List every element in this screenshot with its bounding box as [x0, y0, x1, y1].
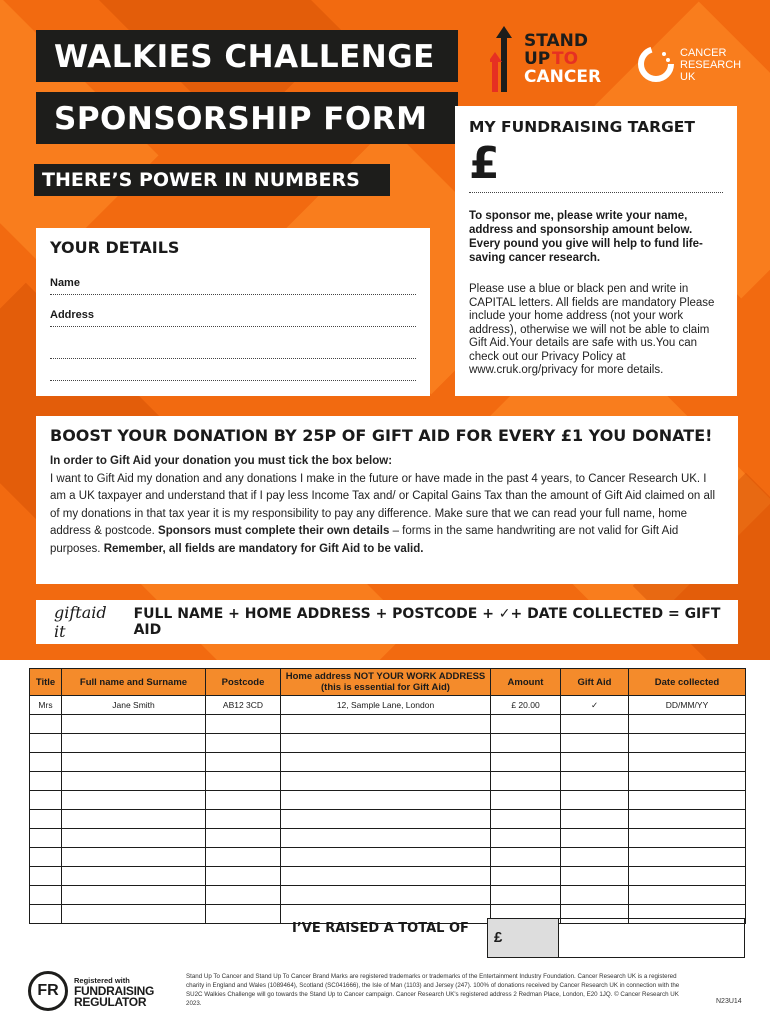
table-cell-input[interactable] [491, 734, 561, 753]
col-amount: Amount [491, 669, 561, 696]
table-cell-input[interactable] [629, 715, 746, 734]
gift-aid-title: BOOST YOUR DONATION BY 25P OF GIFT AID FOR EVERY £1 YOU DONATE! [50, 426, 713, 445]
sponsorship-table [29, 668, 746, 924]
table-cell-input[interactable] [281, 810, 491, 829]
table-cell-input[interactable] [561, 753, 629, 772]
sponsor-instructions: To sponsor me, please write your name, address and sponsorship amount below. Every pound you give will help to fund life-saving cancer research. [469, 210, 703, 264]
table-row [30, 829, 746, 848]
fundraising-regulator-logo [28, 968, 168, 1014]
table-cell-input[interactable] [281, 715, 491, 734]
cell-address: 12, Sample Lane, London [281, 696, 491, 715]
gift-aid-mid: – forms in the same handwriting are not valid for Gift Aid purposes. [50, 525, 679, 555]
table-cell-input[interactable] [281, 886, 491, 905]
pound-sign: £ [469, 138, 500, 189]
title-line-2: SPONSORSHIP FORM [36, 92, 458, 144]
cancer-research-uk-logo [636, 42, 746, 86]
fr-badge: FR [28, 971, 68, 1011]
cell-title: Mrs [30, 696, 62, 715]
table-cell-input[interactable] [491, 772, 561, 791]
stand-up-to-cancer-logo [490, 22, 620, 94]
target-title: MY FUNDRAISING TARGET [469, 118, 695, 136]
table-cell-input[interactable] [491, 791, 561, 810]
total-label: I’VE RAISED A TOTAL OF [292, 921, 469, 936]
table-cell-input[interactable] [281, 753, 491, 772]
table-cell-input[interactable] [62, 753, 206, 772]
table-row [30, 753, 746, 772]
table-cell-input[interactable] [206, 886, 281, 905]
table-cell-input[interactable] [561, 810, 629, 829]
table-cell-input[interactable] [629, 791, 746, 810]
address-field-line-3[interactable] [50, 359, 416, 381]
table-cell-input[interactable] [62, 829, 206, 848]
reg-big-text-1: FUNDRAISING [74, 983, 155, 998]
table-cell-input[interactable] [206, 829, 281, 848]
gift-aid-panel [36, 416, 738, 584]
table-row [30, 848, 746, 867]
table-cell-input[interactable] [629, 886, 746, 905]
total-box [487, 918, 745, 958]
fundraising-target-panel [455, 106, 737, 396]
table-cell-input[interactable] [561, 715, 629, 734]
table-row [30, 810, 746, 829]
cell-full-name: Jane Smith [62, 696, 206, 715]
table-cell-input[interactable] [206, 810, 281, 829]
table-row [30, 715, 746, 734]
table-row [30, 886, 746, 905]
table-cell-input[interactable] [62, 791, 206, 810]
table-cell-input[interactable] [491, 886, 561, 905]
table-cell-input[interactable] [62, 734, 206, 753]
target-amount-field[interactable] [469, 192, 723, 193]
table-row [30, 867, 746, 886]
cell-amount: £ 20.00 [491, 696, 561, 715]
table-cell-input[interactable] [281, 791, 491, 810]
table-cell-input[interactable] [206, 734, 281, 753]
svg-text:UP: UP [524, 49, 551, 69]
table-cell-input[interactable] [62, 810, 206, 829]
form-code: N23U14 [716, 998, 742, 1005]
table-cell-input[interactable] [629, 829, 746, 848]
table-cell-input[interactable] [629, 734, 746, 753]
title-line-1: WALKIES CHALLENGE [36, 30, 458, 82]
table-cell-input[interactable] [206, 753, 281, 772]
table-cell-input[interactable] [30, 772, 62, 791]
table-cell-input[interactable] [206, 905, 281, 924]
table-cell-input[interactable] [30, 810, 62, 829]
table-cell-input[interactable] [62, 848, 206, 867]
table-cell-input[interactable] [30, 715, 62, 734]
svg-text:RESEARCH: RESEARCH [680, 59, 742, 71]
table-cell-input[interactable] [281, 867, 491, 886]
gift-aid-declaration [50, 453, 724, 558]
table-cell-input[interactable] [30, 848, 62, 867]
cell-date: DD/MM/YY [629, 696, 746, 715]
table-cell-input[interactable] [491, 753, 561, 772]
svg-text:STAND: STAND [524, 31, 589, 51]
table-cell-input[interactable] [206, 791, 281, 810]
table-cell-input[interactable] [491, 867, 561, 886]
table-cell-input[interactable] [629, 848, 746, 867]
total-raised-row [292, 921, 481, 936]
reg-big-text-2: REGULATOR [74, 994, 147, 1009]
table-cell-input[interactable] [62, 715, 206, 734]
table-cell-input[interactable] [281, 772, 491, 791]
table-cell-input[interactable] [30, 791, 62, 810]
reg-small-text: Registered with [74, 975, 130, 985]
svg-text:UK: UK [680, 71, 696, 83]
table-cell-input[interactable] [30, 753, 62, 772]
your-details-panel: YOUR DETAILS Name Address [36, 228, 430, 396]
name-field[interactable] [50, 289, 416, 295]
table-cell-input[interactable] [281, 734, 491, 753]
gift-aid-body: I want to Gift Aid my donation and any donations I make in the future or have made in the past 4 years, to Cancer Research UK. I am a UK taxpayer and understand that if I pay less Income Tax and/ or Capital Gains Tax than the amount of Gift Aid claimed on all of my donations in that tax year it is my responsibility to pay any difference. Make sure that we can read your full name, home address & postcode. [50, 472, 716, 537]
table-cell-input[interactable] [62, 772, 206, 791]
table-cell-input[interactable] [629, 810, 746, 829]
table-row [30, 734, 746, 753]
giftaid-it-logo: giftaid it [54, 603, 107, 641]
col-title: Title [30, 669, 62, 696]
gift-aid-formula: FULL NAME + HOME ADDRESS + POSTCODE + ✓+ DATE COLLECTED = GIFT AID [133, 606, 721, 638]
gift-aid-bold-2: Remember, all fields are mandatory for Gift Aid to be valid. [103, 542, 424, 555]
table-cell-input[interactable] [206, 867, 281, 886]
gift-aid-bold-1: Sponsors must complete their own details [158, 525, 390, 537]
table-cell-input[interactable] [62, 867, 206, 886]
table-cell-input[interactable] [281, 829, 491, 848]
table-cell-input[interactable] [30, 829, 62, 848]
gift-aid-formula-panel [36, 600, 738, 644]
col-home-address: Home address NOT YOUR WORK ADDRESS (this is essential for Gift Aid) [281, 669, 491, 696]
table-cell-input[interactable] [561, 867, 629, 886]
table-cell-input[interactable] [281, 848, 491, 867]
table-cell-input[interactable] [62, 886, 206, 905]
table-cell-input[interactable] [629, 753, 746, 772]
table-cell-input[interactable] [561, 848, 629, 867]
table-cell-input[interactable] [561, 772, 629, 791]
table-cell-input[interactable] [561, 829, 629, 848]
table-cell-input[interactable] [561, 791, 629, 810]
table-cell-input[interactable] [30, 867, 62, 886]
legal-text: Stand Up To Cancer and Stand Up To Cancer Brand Marks are registered trademarks or trademarks of the Entertainment Industry Foundation. Cancer Research UK is a registered charity in England and Wales (1089464), Scotland (SC041666), the Isle of Man (1103) and Jersey (247). 100% of donations received by Cancer Research UK in connection with the SU2C Walkies Challenge will go towards the Stand Up to Cancer campaign. Cancer Research UK's registered address 2 Redman Place, London, E20 1JQ. © Cancer Research UK 2023. [186, 973, 680, 1007]
col-gift-aid: Gift Aid [561, 669, 629, 696]
table-cell-input[interactable] [30, 734, 62, 753]
total-currency: £ [488, 919, 559, 957]
table-cell-input[interactable] [491, 715, 561, 734]
gift-aid-intro: In order to Gift Aid your donation you must tick the box below: [50, 455, 393, 467]
tagline: THERE’S POWER IN NUMBERS [34, 164, 390, 196]
table-cell-input[interactable] [561, 886, 629, 905]
address-field-line-1[interactable] [50, 321, 416, 327]
table-cell-input[interactable] [206, 715, 281, 734]
table-cell-input[interactable] [206, 772, 281, 791]
table-cell-input[interactable] [30, 905, 62, 924]
table-cell-input[interactable] [491, 829, 561, 848]
details-title: YOUR DETAILS [50, 238, 180, 257]
total-amount-field[interactable] [559, 919, 744, 957]
table-row [30, 791, 746, 810]
cell-postcode: AB12 3CD [206, 696, 281, 715]
address-field-line-2[interactable] [50, 337, 416, 359]
svg-text:CANCER: CANCER [524, 67, 602, 87]
table-cell-input[interactable] [561, 734, 629, 753]
table-cell-input[interactable] [62, 905, 206, 924]
table-cell-input[interactable] [206, 848, 281, 867]
table-row-example [30, 696, 746, 715]
svg-text:TO: TO [552, 49, 579, 69]
sponsor-guidance: Please use a blue or black pen and write in CAPITAL letters. All fields are mandatory Please include your home address (not your work address), otherwise we will not be able to claim Gift Aid.Your details are safe with us.You can check out our Privacy Policy at www.cruk.org/privacy for more details. [469, 283, 715, 376]
col-postcode: Postcode [206, 669, 281, 696]
table-cell-input[interactable] [629, 867, 746, 886]
cell-gift-aid-tick: ✓ [561, 696, 629, 715]
table-row [30, 772, 746, 791]
table-cell-input[interactable] [629, 772, 746, 791]
col-date-collected: Date collected [629, 669, 746, 696]
table-header-row [30, 669, 746, 696]
table-cell-input[interactable] [30, 886, 62, 905]
table-cell-input[interactable] [491, 810, 561, 829]
svg-text:CANCER: CANCER [680, 47, 727, 59]
col-full-name: Full name and Surname [62, 669, 206, 696]
table-cell-input[interactable] [491, 848, 561, 867]
